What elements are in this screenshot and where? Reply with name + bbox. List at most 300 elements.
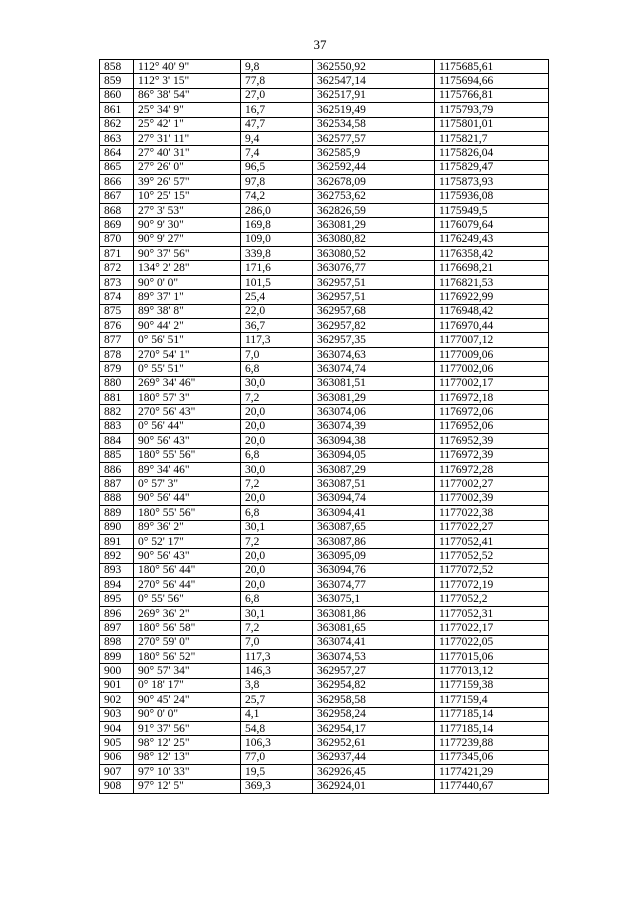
length-cell: 74,2	[241, 189, 313, 203]
x-coordinate-cell: 363074,06	[313, 405, 435, 419]
x-coordinate-cell: 362517,91	[313, 88, 435, 102]
y-coordinate-cell: 1177022,27	[435, 520, 549, 534]
point-number-cell: 867	[100, 189, 134, 203]
table-row	[100, 160, 549, 174]
y-coordinate-cell: 1177002,27	[435, 477, 549, 491]
x-coordinate-cell: 362957,82	[313, 319, 435, 333]
table-row	[100, 319, 549, 333]
length-cell: 171,6	[241, 261, 313, 275]
y-coordinate-cell: 1176972,39	[435, 448, 549, 462]
direction-angle-cell: 112° 40' 9"	[134, 60, 241, 74]
length-cell: 7,2	[241, 390, 313, 404]
table-row	[100, 563, 549, 577]
direction-angle-cell: 90° 37' 56"	[134, 247, 241, 261]
direction-angle-cell: 89° 38' 8"	[134, 304, 241, 318]
table-row	[100, 448, 549, 462]
direction-angle-cell: 0° 55' 56"	[134, 592, 241, 606]
point-number-cell: 906	[100, 750, 134, 764]
x-coordinate-cell: 362585,9	[313, 146, 435, 160]
table-row	[100, 520, 549, 534]
y-coordinate-cell: 1177345,06	[435, 750, 549, 764]
length-cell: 30,0	[241, 462, 313, 476]
table-row	[100, 721, 549, 735]
point-number-cell: 869	[100, 218, 134, 232]
point-number-cell: 893	[100, 563, 134, 577]
point-number-cell: 884	[100, 434, 134, 448]
x-coordinate-cell: 363087,51	[313, 477, 435, 491]
y-coordinate-cell: 1177072,19	[435, 578, 549, 592]
length-cell: 47,7	[241, 117, 313, 131]
direction-angle-cell: 180° 55' 56"	[134, 448, 241, 462]
direction-angle-cell: 269° 36' 2"	[134, 606, 241, 620]
length-cell: 20,0	[241, 549, 313, 563]
x-coordinate-cell: 362519,49	[313, 103, 435, 117]
table-row	[100, 333, 549, 347]
point-number-cell: 888	[100, 491, 134, 505]
table-row	[100, 203, 549, 217]
x-coordinate-cell: 363094,05	[313, 448, 435, 462]
length-cell: 25,7	[241, 693, 313, 707]
y-coordinate-cell: 1176970,44	[435, 319, 549, 333]
length-cell: 106,3	[241, 736, 313, 750]
table-row	[100, 146, 549, 160]
x-coordinate-cell: 363074,39	[313, 419, 435, 433]
direction-angle-cell: 90° 44' 2"	[134, 319, 241, 333]
y-coordinate-cell: 1176952,39	[435, 434, 549, 448]
direction-angle-cell: 10° 25' 15"	[134, 189, 241, 203]
point-number-cell: 881	[100, 390, 134, 404]
x-coordinate-cell: 363094,74	[313, 491, 435, 505]
direction-angle-cell: 90° 9' 27"	[134, 232, 241, 246]
y-coordinate-cell: 1177007,12	[435, 333, 549, 347]
table-row	[100, 103, 549, 117]
length-cell: 96,5	[241, 160, 313, 174]
point-number-cell: 885	[100, 448, 134, 462]
point-number-cell: 873	[100, 275, 134, 289]
point-number-cell: 889	[100, 506, 134, 520]
x-coordinate-cell: 363074,63	[313, 347, 435, 361]
point-number-cell: 886	[100, 462, 134, 476]
point-number-cell: 905	[100, 736, 134, 750]
point-number-cell: 892	[100, 549, 134, 563]
point-number-cell: 887	[100, 477, 134, 491]
point-number-cell: 864	[100, 146, 134, 160]
point-number-cell: 890	[100, 520, 134, 534]
point-number-cell: 891	[100, 534, 134, 548]
y-coordinate-cell: 1175826,04	[435, 146, 549, 160]
x-coordinate-cell: 362954,82	[313, 678, 435, 692]
y-coordinate-cell: 1177022,17	[435, 621, 549, 635]
y-coordinate-cell: 1176079,64	[435, 218, 549, 232]
point-number-cell: 871	[100, 247, 134, 261]
table-row	[100, 189, 549, 203]
table-row	[100, 549, 549, 563]
table-row	[100, 261, 549, 275]
x-coordinate-cell: 363094,76	[313, 563, 435, 577]
length-cell: 30,1	[241, 606, 313, 620]
y-coordinate-cell: 1177052,2	[435, 592, 549, 606]
table-row	[100, 477, 549, 491]
length-cell: 286,0	[241, 203, 313, 217]
direction-angle-cell: 27° 26' 0"	[134, 160, 241, 174]
table-row	[100, 779, 549, 793]
length-cell: 369,3	[241, 779, 313, 793]
y-coordinate-cell: 1175873,93	[435, 175, 549, 189]
x-coordinate-cell: 362577,57	[313, 131, 435, 145]
y-coordinate-cell: 1175685,61	[435, 60, 549, 74]
y-coordinate-cell: 1176972,06	[435, 405, 549, 419]
x-coordinate-cell: 362678,09	[313, 175, 435, 189]
direction-angle-cell: 90° 56' 44"	[134, 491, 241, 505]
length-cell: 25,4	[241, 290, 313, 304]
table-row	[100, 592, 549, 606]
table-row	[100, 60, 549, 74]
length-cell: 20,0	[241, 419, 313, 433]
y-coordinate-cell: 1176358,42	[435, 247, 549, 261]
point-number-cell: 870	[100, 232, 134, 246]
direction-angle-cell: 90° 56' 43"	[134, 434, 241, 448]
x-coordinate-cell: 362952,61	[313, 736, 435, 750]
point-number-cell: 882	[100, 405, 134, 419]
length-cell: 7,0	[241, 347, 313, 361]
direction-angle-cell: 89° 36' 2"	[134, 520, 241, 534]
x-coordinate-cell: 362957,51	[313, 290, 435, 304]
table-row	[100, 707, 549, 721]
direction-angle-cell: 90° 9' 30"	[134, 218, 241, 232]
y-coordinate-cell: 1176698,21	[435, 261, 549, 275]
y-coordinate-cell: 1176972,28	[435, 462, 549, 476]
x-coordinate-cell: 362954,17	[313, 721, 435, 735]
table-row	[100, 131, 549, 145]
table-row	[100, 376, 549, 390]
direction-angle-cell: 27° 3' 53"	[134, 203, 241, 217]
length-cell: 54,8	[241, 721, 313, 735]
point-number-cell: 902	[100, 693, 134, 707]
x-coordinate-cell: 362957,27	[313, 664, 435, 678]
direction-angle-cell: 89° 37' 1"	[134, 290, 241, 304]
y-coordinate-cell: 1177072,52	[435, 563, 549, 577]
length-cell: 7,4	[241, 146, 313, 160]
direction-angle-cell: 270° 56' 43"	[134, 405, 241, 419]
point-number-cell: 896	[100, 606, 134, 620]
y-coordinate-cell: 1176952,06	[435, 419, 549, 433]
length-cell: 3,8	[241, 678, 313, 692]
length-cell: 20,0	[241, 491, 313, 505]
x-coordinate-cell: 363075,1	[313, 592, 435, 606]
length-cell: 19,5	[241, 765, 313, 779]
table-row	[100, 247, 549, 261]
table-row	[100, 405, 549, 419]
y-coordinate-cell: 1177013,12	[435, 664, 549, 678]
y-coordinate-cell: 1175801,01	[435, 117, 549, 131]
table-row	[100, 635, 549, 649]
point-number-cell: 868	[100, 203, 134, 217]
point-number-cell: 904	[100, 721, 134, 735]
direction-angle-cell: 97° 12' 5"	[134, 779, 241, 793]
direction-angle-cell: 25° 34' 9"	[134, 103, 241, 117]
x-coordinate-cell: 362534,58	[313, 117, 435, 131]
x-coordinate-cell: 362937,44	[313, 750, 435, 764]
point-number-cell: 863	[100, 131, 134, 145]
x-coordinate-cell: 362957,51	[313, 275, 435, 289]
length-cell: 22,0	[241, 304, 313, 318]
direction-angle-cell: 270° 56' 44"	[134, 578, 241, 592]
y-coordinate-cell: 1177440,67	[435, 779, 549, 793]
point-number-cell: 875	[100, 304, 134, 318]
point-number-cell: 872	[100, 261, 134, 275]
x-coordinate-cell: 363076,77	[313, 261, 435, 275]
direction-angle-cell: 180° 55' 56"	[134, 506, 241, 520]
direction-angle-cell: 269° 34' 46"	[134, 376, 241, 390]
x-coordinate-cell: 363074,53	[313, 650, 435, 664]
direction-angle-cell: 134° 2' 28"	[134, 261, 241, 275]
y-coordinate-cell: 1177009,06	[435, 347, 549, 361]
length-cell: 30,0	[241, 376, 313, 390]
x-coordinate-cell: 362547,14	[313, 74, 435, 88]
direction-angle-cell: 89° 34' 46"	[134, 462, 241, 476]
point-number-cell: 860	[100, 88, 134, 102]
y-coordinate-cell: 1177052,41	[435, 534, 549, 548]
x-coordinate-cell: 362550,92	[313, 60, 435, 74]
x-coordinate-cell: 362926,45	[313, 765, 435, 779]
y-coordinate-cell: 1177015,06	[435, 650, 549, 664]
x-coordinate-cell: 363087,86	[313, 534, 435, 548]
x-coordinate-cell: 362957,68	[313, 304, 435, 318]
direction-angle-cell: 86° 38' 54"	[134, 88, 241, 102]
direction-angle-cell: 0° 56' 44"	[134, 419, 241, 433]
y-coordinate-cell: 1177002,39	[435, 491, 549, 505]
length-cell: 117,3	[241, 650, 313, 664]
point-number-cell: 895	[100, 592, 134, 606]
y-coordinate-cell: 1177052,31	[435, 606, 549, 620]
x-coordinate-cell: 362957,35	[313, 333, 435, 347]
y-coordinate-cell: 1177002,06	[435, 362, 549, 376]
x-coordinate-cell: 363074,74	[313, 362, 435, 376]
direction-angle-cell: 90° 56' 43"	[134, 549, 241, 563]
x-coordinate-cell: 363080,52	[313, 247, 435, 261]
table-row	[100, 434, 549, 448]
y-coordinate-cell: 1175949,5	[435, 203, 549, 217]
direction-angle-cell: 180° 56' 52"	[134, 650, 241, 664]
table-row	[100, 736, 549, 750]
point-number-cell: 903	[100, 707, 134, 721]
length-cell: 77,0	[241, 750, 313, 764]
x-coordinate-cell: 362592,44	[313, 160, 435, 174]
length-cell: 7,2	[241, 621, 313, 635]
point-number-cell: 858	[100, 60, 134, 74]
length-cell: 20,0	[241, 405, 313, 419]
point-number-cell: 894	[100, 578, 134, 592]
y-coordinate-cell: 1177185,14	[435, 721, 549, 735]
page-number: 37	[313, 37, 327, 52]
x-coordinate-cell: 362924,01	[313, 779, 435, 793]
y-coordinate-cell: 1176922,99	[435, 290, 549, 304]
point-number-cell: 907	[100, 765, 134, 779]
y-coordinate-cell: 1177159,38	[435, 678, 549, 692]
y-coordinate-cell: 1176972,18	[435, 390, 549, 404]
point-number-cell: 880	[100, 376, 134, 390]
x-coordinate-cell: 363074,41	[313, 635, 435, 649]
y-coordinate-cell: 1175829,47	[435, 160, 549, 174]
direction-angle-cell: 180° 56' 44"	[134, 563, 241, 577]
table-row	[100, 506, 549, 520]
length-cell: 16,7	[241, 103, 313, 117]
length-cell: 77,8	[241, 74, 313, 88]
length-cell: 4,1	[241, 707, 313, 721]
table-row	[100, 175, 549, 189]
length-cell: 169,8	[241, 218, 313, 232]
x-coordinate-cell: 363081,65	[313, 621, 435, 635]
table-row	[100, 621, 549, 635]
length-cell: 7,2	[241, 477, 313, 491]
direction-angle-cell: 90° 0' 0"	[134, 275, 241, 289]
table-row	[100, 491, 549, 505]
y-coordinate-cell: 1177052,52	[435, 549, 549, 563]
point-number-cell: 897	[100, 621, 134, 635]
x-coordinate-cell: 362826,59	[313, 203, 435, 217]
point-number-cell: 883	[100, 419, 134, 433]
point-number-cell: 861	[100, 103, 134, 117]
table-row	[100, 74, 549, 88]
length-cell: 20,0	[241, 578, 313, 592]
length-cell: 7,2	[241, 534, 313, 548]
x-coordinate-cell: 362958,58	[313, 693, 435, 707]
y-coordinate-cell: 1175821,7	[435, 131, 549, 145]
direction-angle-cell: 39° 26' 57"	[134, 175, 241, 189]
direction-angle-cell: 0° 52' 17"	[134, 534, 241, 548]
point-number-cell: 901	[100, 678, 134, 692]
direction-angle-cell: 90° 45' 24"	[134, 693, 241, 707]
direction-angle-cell: 91° 37' 56"	[134, 721, 241, 735]
length-cell: 109,0	[241, 232, 313, 246]
y-coordinate-cell: 1175936,08	[435, 189, 549, 203]
point-number-cell: 877	[100, 333, 134, 347]
length-cell: 97,8	[241, 175, 313, 189]
coordinates-table	[99, 59, 549, 794]
direction-angle-cell: 27° 40' 31"	[134, 146, 241, 160]
y-coordinate-cell: 1177239,88	[435, 736, 549, 750]
direction-angle-cell: 90° 0' 0"	[134, 707, 241, 721]
length-cell: 27,0	[241, 88, 313, 102]
length-cell: 146,3	[241, 664, 313, 678]
direction-angle-cell: 112° 3' 15"	[134, 74, 241, 88]
point-number-cell: 879	[100, 362, 134, 376]
length-cell: 20,0	[241, 434, 313, 448]
point-number-cell: 878	[100, 347, 134, 361]
x-coordinate-cell: 363094,41	[313, 506, 435, 520]
direction-angle-cell: 0° 18' 17"	[134, 678, 241, 692]
direction-angle-cell: 180° 56' 58"	[134, 621, 241, 635]
direction-angle-cell: 98° 12' 13"	[134, 750, 241, 764]
x-coordinate-cell: 363081,86	[313, 606, 435, 620]
point-number-cell: 866	[100, 175, 134, 189]
y-coordinate-cell: 1177002,17	[435, 376, 549, 390]
table-row	[100, 693, 549, 707]
table-row	[100, 218, 549, 232]
table-row	[100, 362, 549, 376]
direction-angle-cell: 180° 57' 3"	[134, 390, 241, 404]
direction-angle-cell: 0° 56' 51"	[134, 333, 241, 347]
x-coordinate-cell: 363094,38	[313, 434, 435, 448]
x-coordinate-cell: 363081,51	[313, 376, 435, 390]
point-number-cell: 859	[100, 74, 134, 88]
length-cell: 7,0	[241, 635, 313, 649]
table-row	[100, 88, 549, 102]
x-coordinate-cell: 363080,82	[313, 232, 435, 246]
length-cell: 9,8	[241, 60, 313, 74]
point-number-cell: 865	[100, 160, 134, 174]
table-row	[100, 664, 549, 678]
length-cell: 117,3	[241, 333, 313, 347]
direction-angle-cell: 270° 59' 0"	[134, 635, 241, 649]
direction-angle-cell: 97° 10' 33"	[134, 765, 241, 779]
table-row	[100, 650, 549, 664]
table-row	[100, 275, 549, 289]
direction-angle-cell: 25° 42' 1"	[134, 117, 241, 131]
direction-angle-cell: 27° 31' 11"	[134, 131, 241, 145]
length-cell: 6,8	[241, 592, 313, 606]
direction-angle-cell: 270° 54' 1"	[134, 347, 241, 361]
y-coordinate-cell: 1177185,14	[435, 707, 549, 721]
table-row	[100, 578, 549, 592]
x-coordinate-cell: 363087,65	[313, 520, 435, 534]
y-coordinate-cell: 1175766,81	[435, 88, 549, 102]
table-row	[100, 304, 549, 318]
x-coordinate-cell: 363081,29	[313, 218, 435, 232]
length-cell: 9,4	[241, 131, 313, 145]
y-coordinate-cell: 1177022,05	[435, 635, 549, 649]
table-row	[100, 678, 549, 692]
point-number-cell: 899	[100, 650, 134, 664]
table-row	[100, 765, 549, 779]
y-coordinate-cell: 1177421,29	[435, 765, 549, 779]
table-row	[100, 419, 549, 433]
y-coordinate-cell: 1176821,53	[435, 275, 549, 289]
y-coordinate-cell: 1176249,43	[435, 232, 549, 246]
point-number-cell: 876	[100, 319, 134, 333]
length-cell: 36,7	[241, 319, 313, 333]
x-coordinate-cell: 363081,29	[313, 390, 435, 404]
table-row	[100, 290, 549, 304]
table-row	[100, 347, 549, 361]
y-coordinate-cell: 1177159,4	[435, 693, 549, 707]
length-cell: 30,1	[241, 520, 313, 534]
point-number-cell: 908	[100, 779, 134, 793]
x-coordinate-cell: 363095,09	[313, 549, 435, 563]
y-coordinate-cell: 1176948,42	[435, 304, 549, 318]
table-row	[100, 534, 549, 548]
table-row	[100, 462, 549, 476]
length-cell: 6,8	[241, 362, 313, 376]
y-coordinate-cell: 1175793,79	[435, 103, 549, 117]
x-coordinate-cell: 362753,62	[313, 189, 435, 203]
length-cell: 6,8	[241, 448, 313, 462]
length-cell: 6,8	[241, 506, 313, 520]
x-coordinate-cell: 363074,77	[313, 578, 435, 592]
point-number-cell: 900	[100, 664, 134, 678]
length-cell: 101,5	[241, 275, 313, 289]
point-number-cell: 874	[100, 290, 134, 304]
coordinates-table-body	[100, 60, 549, 794]
point-number-cell: 898	[100, 635, 134, 649]
y-coordinate-cell: 1175694,66	[435, 74, 549, 88]
table-row	[100, 232, 549, 246]
direction-angle-cell: 98° 12' 25"	[134, 736, 241, 750]
length-cell: 339,8	[241, 247, 313, 261]
table-row	[100, 117, 549, 131]
x-coordinate-cell: 363087,29	[313, 462, 435, 476]
x-coordinate-cell: 362958,24	[313, 707, 435, 721]
